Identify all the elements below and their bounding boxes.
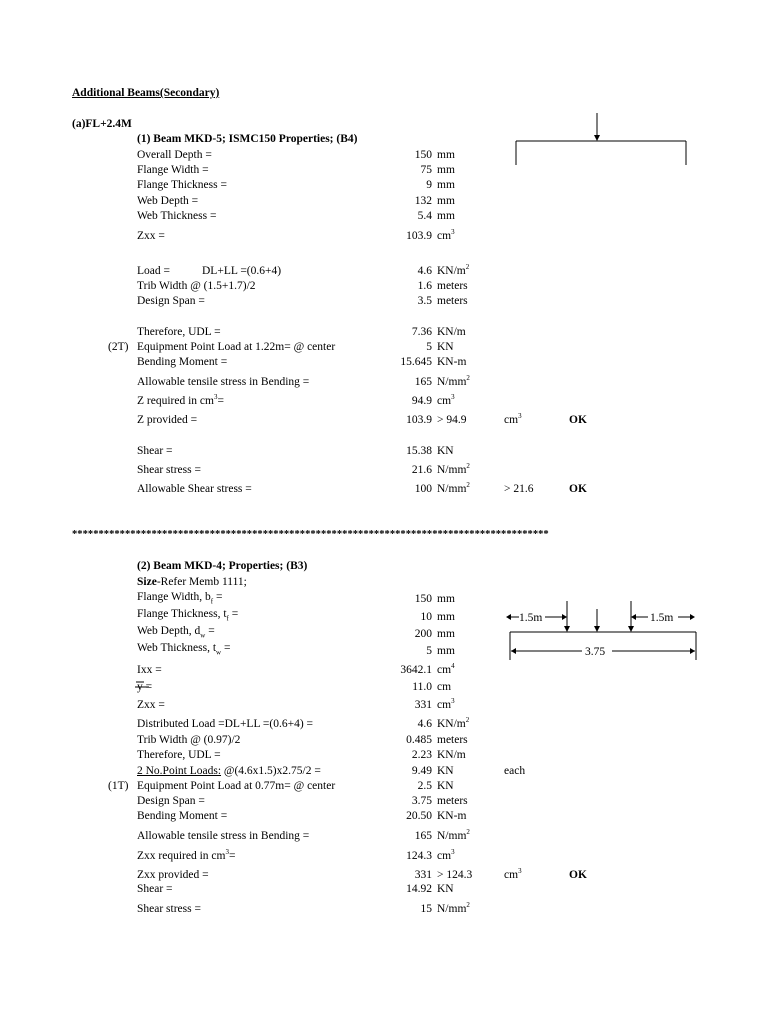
- beam1-allowable-stress-label: Allowable tensile stress in Bending =: [137, 376, 310, 388]
- beam1-udl-unit: KN/m: [437, 326, 466, 338]
- beam1-web-depth-unit: mm: [437, 195, 455, 207]
- beam2-diagram-load2-head: [594, 626, 600, 632]
- beam2-diagram-load1-head: [564, 626, 570, 632]
- beam1-equipment-load-value: 5: [426, 341, 432, 353]
- beam2-design-span-unit: meters: [437, 795, 468, 807]
- beam2-zxx-required-value: 124.3: [406, 850, 432, 862]
- beam2-point-loads-each: each: [504, 765, 526, 777]
- beam1-bending-moment-label: Bending Moment =: [137, 356, 228, 368]
- beam1-z-required-unit: $cm^3$: [437, 393, 455, 407]
- beam2-point-loads-unit: KN: [437, 765, 454, 777]
- beam1-overall-depth-unit: mm: [437, 149, 455, 161]
- beam1-web-depth-label: Web Depth =: [137, 195, 199, 207]
- beam2-shear-stress-label: Shear stress =: [137, 903, 201, 915]
- beam2-diagram-right-dim-label: 1.5m: [650, 612, 674, 624]
- beam1-flange-thickness-value: 9: [426, 179, 432, 191]
- beam1-trib-width-label: Trib Width @ (1.5+1.7)/2: [137, 280, 256, 292]
- beam2-ybar-value: 11.0: [412, 681, 432, 693]
- beam2-udl-unit: KN/m: [437, 749, 466, 761]
- beam1-load-label: Load =: [137, 265, 170, 277]
- beam1-udl-label: Therefore, UDL =: [137, 326, 221, 338]
- beam1-load-formula: DL+LL =(0.6+4): [202, 265, 282, 277]
- beam1-trib-width-unit: meters: [437, 280, 468, 292]
- beam2-ixx-value: 3642.1: [400, 664, 432, 676]
- beam2-web-depth-label: Web Depth, $d_w$ =: [137, 625, 215, 640]
- beam2-title: (2) Beam MKD-4; Properties; (B3): [137, 560, 308, 572]
- beam1-overall-depth-label: Overall Depth =: [137, 149, 212, 161]
- beam2-design-span-value: 3.75: [411, 795, 432, 807]
- beam1-web-thickness-label: Web Thickness =: [137, 210, 217, 222]
- beam2-point-loads-value: 9.49: [411, 765, 432, 777]
- beam2-allowable-stress-unit: $N/mm^2$: [437, 828, 470, 842]
- beam1-shear-label: Shear =: [137, 445, 173, 457]
- beam2-web-thickness-label: Web Thickness, $t_w$ =: [137, 642, 231, 657]
- beam2-diagram-left-dim-label: 1.5m: [519, 612, 543, 624]
- beam1-load-value: 4.6: [417, 265, 432, 277]
- beam2-shear-label: Shear =: [137, 883, 173, 895]
- beam2-diagram-left-dim-arrow: [506, 614, 511, 620]
- beam2-trib-width-value: 0.485: [406, 734, 432, 746]
- beam2-design-span-label: Design Span =: [137, 795, 205, 807]
- beam2-flange-thickness-label: Flange Thickness, $t_f$ =: [137, 608, 239, 623]
- beam1-design-span-label: Design Span =: [137, 295, 205, 307]
- beam1-zxx-value: 103.9: [406, 230, 432, 242]
- beam2-equipment-tag: (1T): [108, 780, 129, 792]
- beam2-shear-unit: KN: [437, 883, 454, 895]
- beam1-web-depth-value: 132: [414, 195, 432, 207]
- beam1-design-span-unit: meters: [437, 295, 468, 307]
- beam1-allowable-shear-comparison: > 21.6: [504, 483, 534, 495]
- beam2-equipment-load-value: 2.5: [417, 780, 432, 792]
- beam1-shear-stress-unit: $N/mm^2$: [437, 462, 470, 476]
- beam1-flange-width-label: Flange Width =: [137, 164, 209, 176]
- beam1-udl-value: 7.36: [411, 326, 432, 338]
- beam2-ixx-unit: $cm^4$: [437, 662, 455, 676]
- beam2-flange-width-unit: mm: [437, 593, 455, 605]
- beam2-zxx-required-label: Zxx required in $cm^3=$: [137, 848, 236, 862]
- beam2-distributed-load-label: Distributed Load =DL+LL =(0.6+4) =: [137, 718, 314, 730]
- beam2-zxx-provided-label: Zxx provided =: [137, 869, 209, 881]
- beam2-z-check-ok: OK: [569, 869, 587, 881]
- beam1-flange-width-unit: mm: [437, 164, 455, 176]
- beam1-flange-thickness-unit: mm: [437, 179, 455, 191]
- beam1-bending-moment-unit: KN-m: [437, 356, 467, 368]
- beam2-web-thickness-value: 5: [426, 645, 432, 657]
- beam2-zxx-required-unit: $cm^3$: [437, 848, 455, 862]
- beam1-equipment-tag: (2T): [108, 341, 129, 353]
- beam1-shear-unit: KN: [437, 445, 454, 457]
- beam2-diagram-right-dim-arrow: [631, 614, 636, 620]
- beam2-allowable-stress-label: Allowable tensile stress in Bending =: [137, 830, 310, 842]
- beam2-shear-stress-unit: $N/mm^2$: [437, 901, 470, 915]
- beam2-diagram-span-dim-arrow: [511, 648, 516, 654]
- beam2-shear-stress-value: 15: [420, 903, 432, 915]
- beam2-distributed-load-value: 4.6: [417, 718, 432, 730]
- beam2-flange-width-label: Flange Width, $b_f$ =: [137, 591, 223, 606]
- beam1-allowable-stress-value: 165: [414, 376, 432, 388]
- section-separator: ******************************************************************************************: [72, 529, 549, 540]
- beam1-title: (1) Beam MKD-5; ISMC150 Properties; (B4): [137, 133, 358, 145]
- beam2-zxx-label: Zxx =: [137, 699, 165, 711]
- beam2-bending-moment-unit: KN-m: [437, 810, 467, 822]
- beam1-zxx-label: Zxx =: [137, 230, 165, 242]
- beam2-flange-width-value: 150: [414, 593, 432, 605]
- beam1-shear-value: 15.38: [406, 445, 432, 457]
- beam1-z-provided-unit: $cm^3$: [504, 412, 522, 426]
- beam1-overall-depth-value: 150: [414, 149, 432, 161]
- beam1-flange-width-value: 75: [420, 164, 432, 176]
- beam2-zxx-value: 331: [414, 699, 432, 711]
- beam1-z-provided-value: 103.9: [406, 414, 432, 426]
- beam1-shear-check-ok: OK: [569, 483, 587, 495]
- beam1-z-required-value: 94.9: [411, 395, 432, 407]
- beam2-bending-moment-value: 20.50: [406, 810, 432, 822]
- beam2-ybar-label: y =: [137, 681, 153, 693]
- beam2-equipment-load-unit: KN: [437, 780, 454, 792]
- beam2-distributed-load-unit: $KN/m^2$: [437, 716, 470, 730]
- section-heading: Additional Beams(Secondary): [72, 87, 220, 99]
- beam2-diagram-load3-head: [628, 626, 634, 632]
- beam2-ixx-label: Ixx =: [137, 664, 162, 676]
- beam2-size-line: Size-Refer Memb 1111;: [137, 576, 247, 588]
- beam2-zxx-provided-unit: $cm^3$: [504, 867, 522, 881]
- beam2-allowable-stress-value: 165: [414, 830, 432, 842]
- beam1-web-thickness-value: 5.4: [417, 210, 432, 222]
- beam1-design-span-value: 3.5: [417, 295, 432, 307]
- beam2-trib-width-unit: meters: [437, 734, 468, 746]
- beam2-equipment-load-label: Equipment Point Load at 0.77m= @ center: [137, 780, 336, 792]
- beam1-flange-thickness-label: Flange Thickness =: [137, 179, 227, 191]
- beam1-zxx-unit: $cm^3$: [437, 228, 455, 242]
- beam1-web-thickness-unit: mm: [437, 210, 455, 222]
- beam2-ybar-unit: cm: [437, 681, 452, 693]
- beam1-allowable-stress-unit: $N/mm^2$: [437, 374, 470, 388]
- beam2-udl-value: 2.23: [411, 749, 432, 761]
- beam2-bending-moment-label: Bending Moment =: [137, 810, 228, 822]
- beam1-allowable-shear-unit: $N/mm^2$: [437, 481, 470, 495]
- beam1-bending-moment-value: 15.645: [400, 356, 432, 368]
- beam2-point-loads-label: 2 No.Point Loads: @(4.6x1.5)x2.75/2 =: [137, 765, 321, 777]
- beam1-load-unit: $KN/m^2$: [437, 263, 470, 277]
- beam1-z-provided-comparison: > 94.9: [437, 414, 467, 426]
- beam1-z-check-ok: OK: [569, 414, 587, 426]
- beam2-web-depth-unit: mm: [437, 628, 455, 640]
- beam1-trib-width-value: 1.6: [417, 280, 432, 292]
- beam1-equipment-load-unit: KN: [437, 341, 454, 353]
- beam2-flange-thickness-unit: mm: [437, 611, 455, 623]
- beam2-flange-thickness-value: 10: [420, 611, 432, 623]
- beam2-udl-label: Therefore, UDL =: [137, 749, 221, 761]
- beam1-allowable-shear-label: Allowable Shear stress =: [137, 483, 252, 495]
- beam2-trib-width-label: Trib Width @ (0.97)/2: [137, 734, 241, 746]
- beam1-shear-stress-label: Shear stress =: [137, 464, 201, 476]
- beam2-web-thickness-unit: mm: [437, 645, 455, 657]
- beam1-shear-stress-value: 21.6: [411, 464, 432, 476]
- beam1-allowable-shear-value: 100: [414, 483, 432, 495]
- beam2-diagram-span-dim-label: 3.75: [585, 646, 606, 658]
- beam2-shear-value: 14.92: [406, 883, 432, 895]
- floor-level-label: (a)FL+2.4M: [72, 118, 132, 130]
- beam2-web-depth-value: 200: [414, 628, 432, 640]
- beam1-z-provided-label: Z provided =: [137, 414, 198, 426]
- beam2-zxx-provided-value: 331: [414, 869, 432, 881]
- beam2-zxx-provided-comparison: > 124.3: [437, 869, 473, 881]
- beam1-equipment-load-label: Equipment Point Load at 1.22m= @ center: [137, 341, 336, 353]
- beam1-z-required-label: Z required in $cm^3=$: [137, 393, 224, 407]
- beam2-zxx-unit: $cm^3$: [437, 697, 455, 711]
